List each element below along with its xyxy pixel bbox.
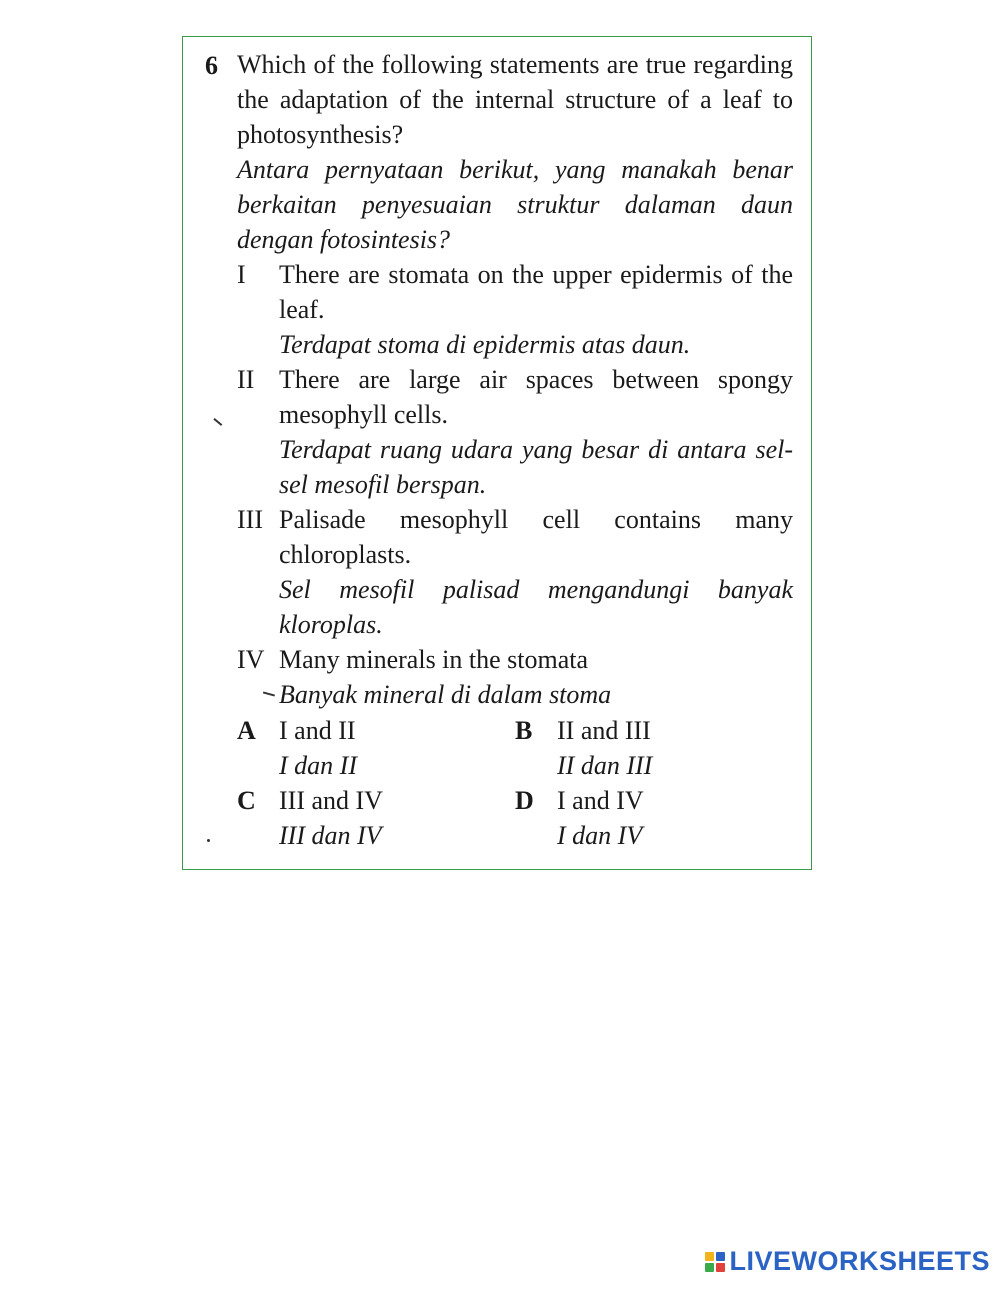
statement-malay: Sel mesofil palisad mengandungi banyak kloroplas.: [279, 575, 793, 639]
option-letter: D: [515, 786, 534, 815]
statement-malay: Terdapat stoma di epidermis atas daun.: [279, 330, 691, 359]
option-english: II and III: [557, 716, 651, 745]
option-b[interactable]: [515, 713, 793, 783]
option-a[interactable]: [237, 713, 515, 783]
question-stem: [237, 47, 793, 712]
option-malay: III dan IV: [279, 821, 382, 850]
option-d[interactable]: [515, 783, 793, 853]
statement-english: Palisade mesophyll cell contains many chloroplasts.: [279, 505, 793, 569]
option-malay: I dan II: [279, 751, 357, 780]
statement-number: I: [237, 260, 246, 289]
statement-english: Many minerals in the stomata: [279, 645, 589, 674]
scan-mark: [214, 418, 223, 426]
logo-icon: [705, 1252, 725, 1272]
option-c[interactable]: [237, 783, 515, 853]
statement-2: [237, 362, 793, 502]
option-malay: II dan III: [557, 751, 653, 780]
question-number: 6: [205, 51, 218, 80]
statement-3: [237, 502, 793, 642]
option-english: I and IV: [557, 786, 644, 815]
logo-text: LIVEWORKSHEETS: [729, 1246, 990, 1276]
statement-malay: Terdapat ruang udara yang besar di antara sel-sel mesofil berspan.: [279, 435, 793, 499]
answer-options: [237, 713, 793, 853]
statement-english: There are large air spaces between spongy mesophyll cells.: [279, 365, 793, 429]
liveworksheets-logo[interactable]: [705, 1246, 990, 1277]
option-english: III and IV: [279, 786, 383, 815]
option-letter: B: [515, 716, 533, 745]
statement-english: There are stomata on the upper epidermis of the leaf.: [279, 260, 793, 324]
option-letter: C: [237, 786, 256, 815]
statement-number: IV: [237, 645, 265, 674]
statement-malay: Banyak mineral di dalam stoma: [279, 680, 612, 709]
option-letter: A: [237, 716, 256, 745]
option-english: I and II: [279, 716, 356, 745]
option-malay: I dan IV: [557, 821, 643, 850]
statement-number: III: [237, 505, 263, 534]
scan-mark: [207, 839, 210, 842]
statement-4: [237, 642, 793, 712]
question-box: [182, 36, 812, 870]
statement-1: [237, 257, 793, 362]
stem-english: Which of the following statements are true regarding the adaptation of the internal structure of a leaf to photosynthesis?: [237, 50, 793, 149]
statement-number: II: [237, 365, 255, 394]
stem-malay: Antara pernyataan berikut, yang manakah benar berkaitan penyesuaian struktur dalaman daun dengan fotosintesis?: [237, 155, 793, 254]
